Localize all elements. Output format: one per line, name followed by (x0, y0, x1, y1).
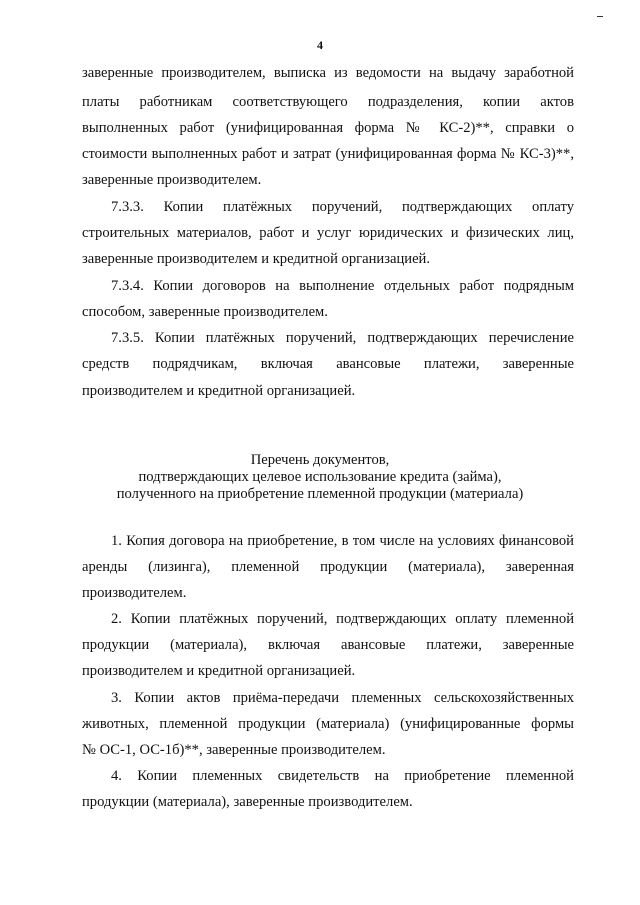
text-line: стоимости выполненных работ и затрат (унифицированная форма № КС-3)**, (82, 146, 574, 162)
list-item-3: 3. Копии актов приёма-передачи племенных сельскохозяйственных (111, 690, 574, 706)
text-line: аренды (лизинга), племенной продукции (материала), заверенная (82, 559, 574, 575)
corner-mark (597, 16, 603, 17)
text-line: № ОС-1, ОС-1б)**, заверенные производителем. (82, 742, 386, 758)
list-item-1: 1. Копия договора на приобретение, в том числе на условиях финансовой (111, 533, 574, 549)
section-heading-line: Перечень документов, (250, 452, 390, 468)
list-item-4: 4. Копии племенных свидетельств на приобретение племенной (111, 768, 574, 784)
text-line: продукции (материала), заверенные производителем. (82, 794, 413, 810)
section-heading-line: подтверждающих целевое использование кредита (займа), (138, 469, 502, 485)
paragraph-line-7-3-3: 7.3.3. Копии платёжных поручений, подтверждающих оплату (111, 199, 574, 215)
text-line: производителем. (82, 585, 187, 601)
page-number: 4 (317, 38, 323, 52)
list-item-2: 2. Копии платёжных поручений, подтверждающих оплату племенной (111, 611, 574, 627)
text-line: заверенные производителем, выписка из ведомости на выдачу заработной (82, 65, 574, 81)
section-heading-line: полученного на приобретение племенной продукции (материала) (116, 486, 524, 502)
paragraph-line-7-3-5: 7.3.5. Копии платёжных поручений, подтверждающих перечисление (111, 330, 574, 346)
text-line: средств подрядчикам, включая авансовые платежи, заверенные (82, 356, 574, 372)
text-line: заверенные производителем и кредитной организацией. (82, 251, 431, 267)
text-line: производителем и кредитной организацией. (82, 663, 356, 679)
text-line: животных, племенной продукции (материала) (унифицированные формы (82, 716, 574, 732)
text-line: продукции (материала), включая авансовые платежи, заверенные (82, 637, 574, 653)
text-line: заверенные производителем. (82, 172, 262, 188)
text-line: строительных материалов, работ и услуг юридических и физических лиц, (82, 225, 574, 241)
text-line: выполненных работ (унифицированная форма № КС-2)**, справки о (82, 120, 574, 136)
text-line: способом, заверенные производителем. (82, 304, 328, 320)
text-line: платы работникам соответствующего подразделения, копии актов (82, 94, 574, 110)
text-line: производителем и кредитной организацией. (82, 383, 356, 399)
paragraph-line-7-3-4: 7.3.4. Копии договоров на выполнение отдельных работ подрядным (111, 278, 574, 294)
